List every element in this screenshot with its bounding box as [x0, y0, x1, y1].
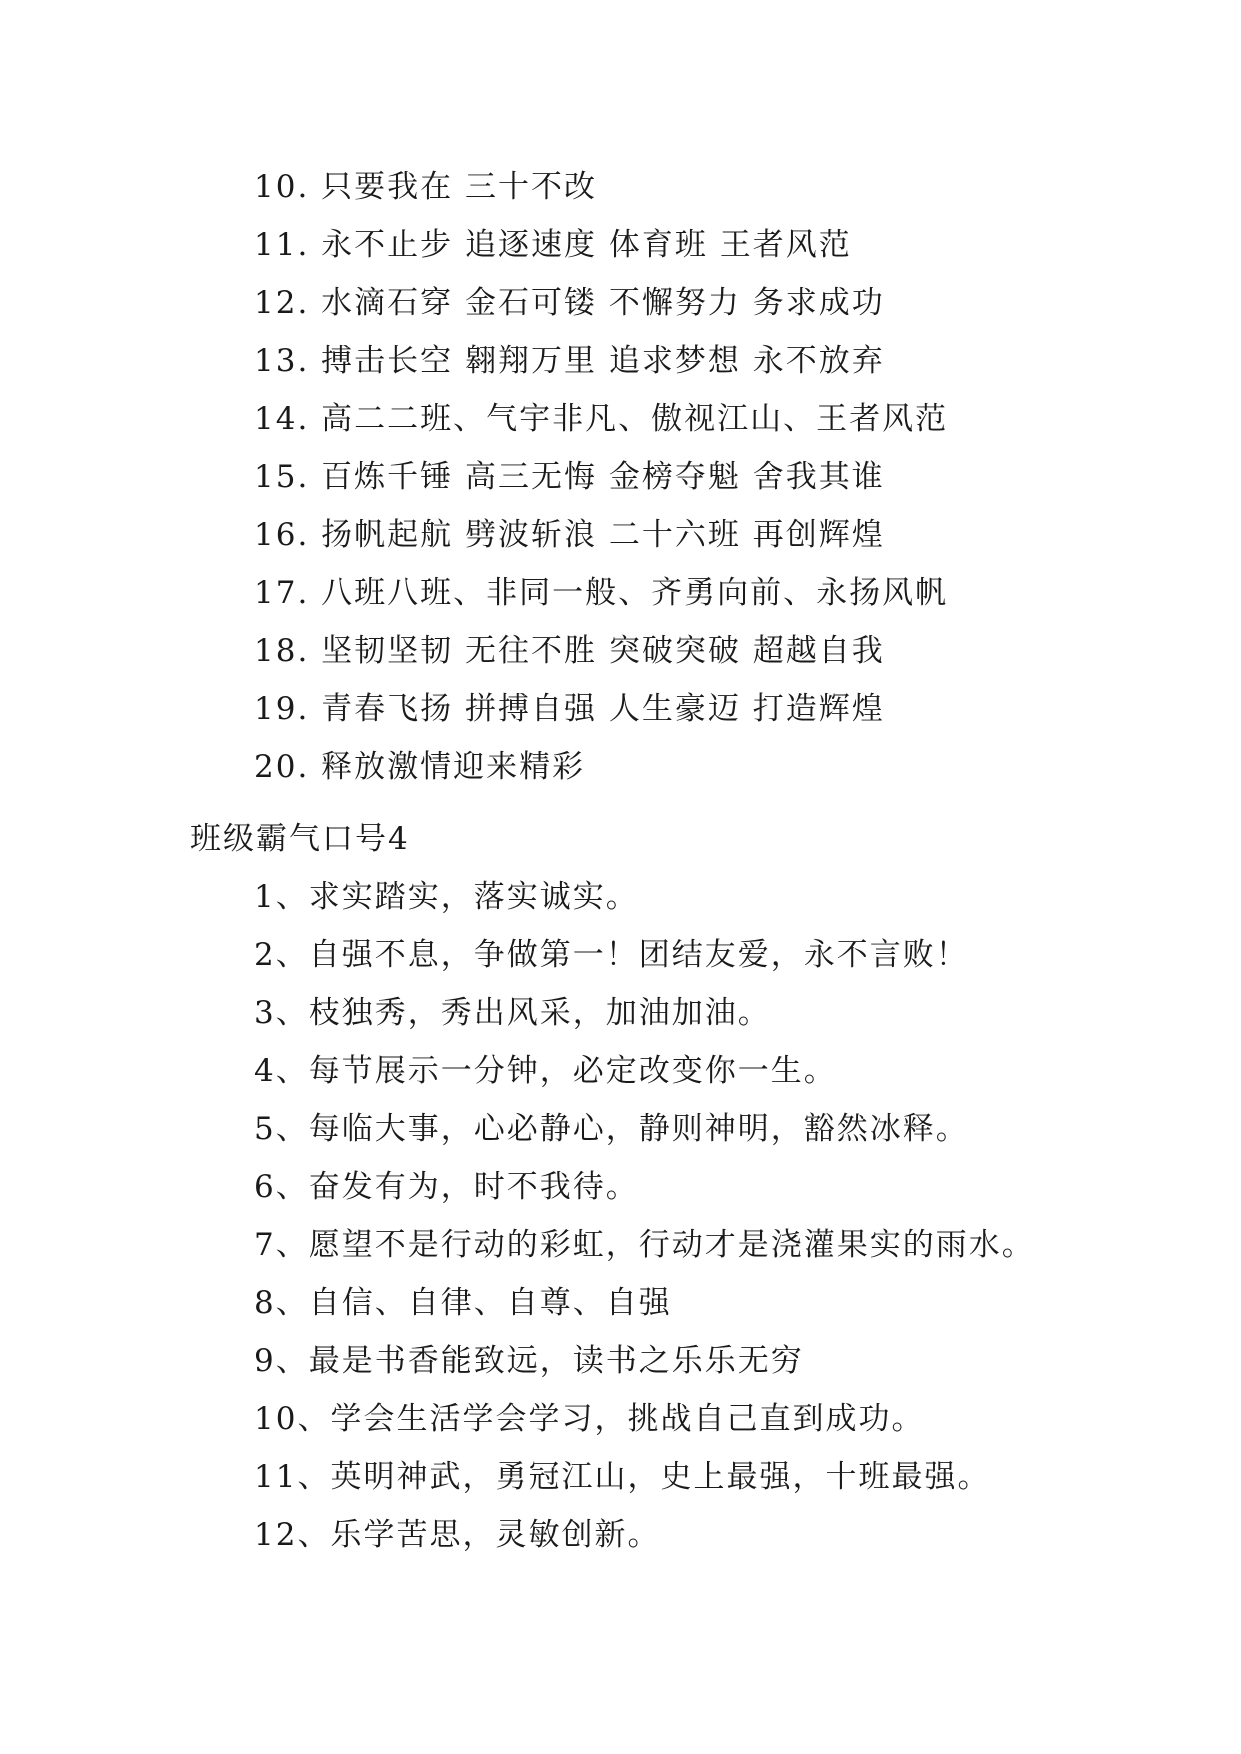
- list-item: 4、每节展示一分钟，必定改变你一生。: [254, 1053, 837, 1089]
- list-item: 3、枝独秀，秀出风采，加油加油。: [254, 995, 771, 1031]
- list-item: 10. 只要我在 三十不改: [254, 169, 598, 205]
- list-item: 8、自信、自律、自尊、自强: [254, 1285, 672, 1321]
- list-item: 13. 搏击长空 翱翔万里 追求梦想 永不放弃: [254, 343, 885, 379]
- list-item: 14. 高二二班、气宇非凡、傲视江山、王者风范: [254, 401, 949, 437]
- list-item: 18. 坚韧坚韧 无往不胜 突破突破 超越自我: [254, 633, 885, 669]
- list-item: 12、乐学苦思，灵敏创新。: [254, 1517, 661, 1553]
- list-item: 6、奋发有为，时不我待。: [254, 1169, 639, 1205]
- list-item: 7、愿望不是行动的彩虹，行动才是浇灌果实的雨水。: [254, 1227, 1035, 1263]
- list-item: 10、学会生活学会学习，挑战自己直到成功。: [254, 1401, 925, 1437]
- list-item: 20. 释放激情迎来精彩: [254, 749, 586, 785]
- list-item: 2、自强不息，争做第一！团结友爱，永不言败！: [254, 937, 969, 973]
- list-item: 12. 水滴石穿 金石可镂 不懈努力 务求成功: [254, 285, 885, 321]
- list-item: 19. 青春飞扬 拼搏自强 人生豪迈 打造辉煌: [254, 691, 885, 727]
- list-item: 16. 扬帆起航 劈波斩浪 二十六班 再创辉煌: [254, 517, 885, 553]
- list-item: 5、每临大事，心必静心，静则神明，豁然冰释。: [254, 1111, 969, 1147]
- list-item: 11、英明神武，勇冠江山，史上最强，十班最强。: [254, 1459, 991, 1495]
- list-item: 9、最是书香能致远，读书之乐乐无穷: [254, 1343, 804, 1379]
- slogan-list-continued: [0, 158, 1241, 796]
- list-item: 15. 百炼千锤 高三无悔 金榜夺魁 舍我其谁: [254, 459, 885, 495]
- slogan-section-4: [0, 810, 1241, 1564]
- section-heading: 班级霸气口号4: [190, 821, 410, 857]
- list-item: 17. 八班八班、非同一般、齐勇向前、永扬风帆: [254, 575, 949, 611]
- list-item: 1、求实踏实，落实诚实。: [254, 879, 639, 915]
- list-item: 11. 永不止步 追逐速度 体育班 王者风范: [254, 227, 852, 263]
